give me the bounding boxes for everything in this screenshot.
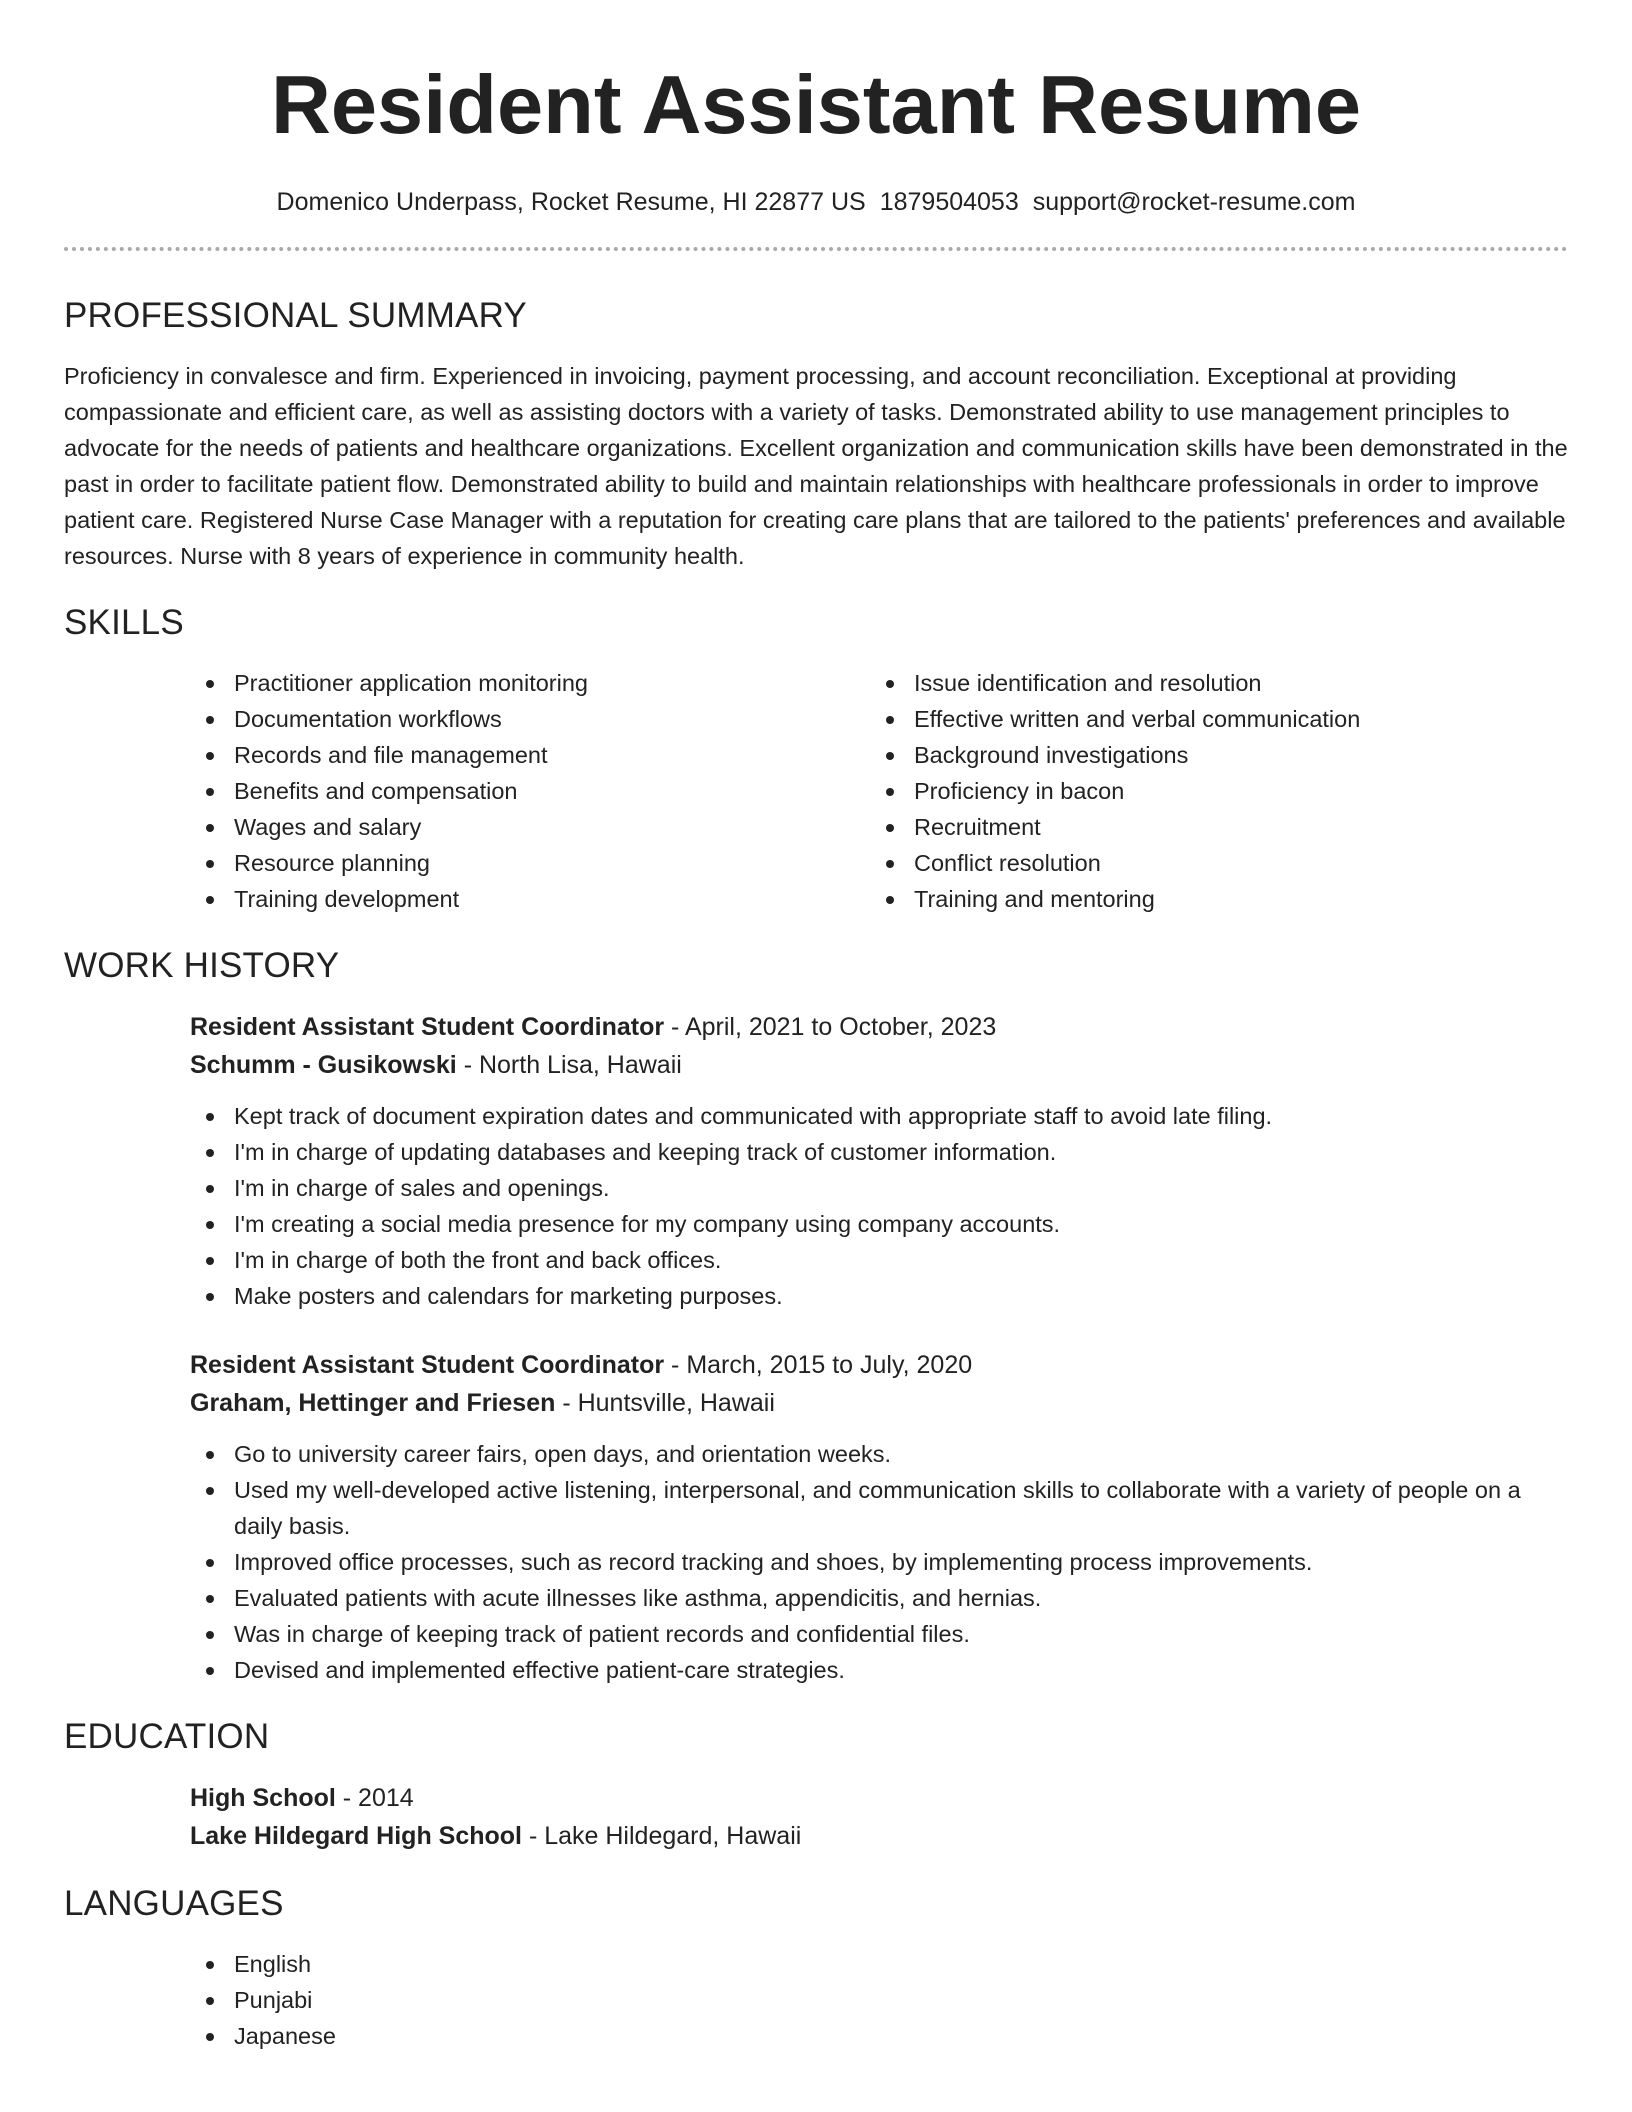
- job-duties: [190, 1436, 1568, 1688]
- education-school-line: [190, 1817, 1568, 1855]
- job-duty: Devised and implemented effective patient-care strategies.: [190, 1652, 1568, 1688]
- job-location: - Huntsville, Hawaii: [555, 1389, 775, 1417]
- education-heading: EDUCATION: [64, 1717, 270, 1756]
- skill-item: Resource planning: [190, 845, 870, 881]
- languages-heading: LANGUAGES: [64, 1884, 284, 1923]
- education-entry: [190, 1779, 1568, 1855]
- skill-item: Proficiency in bacon: [870, 773, 1550, 809]
- job-company-line: [190, 1384, 1568, 1422]
- contact-address: Domenico Underpass, Rocket Resume, HI 22877 US: [276, 188, 866, 216]
- job-company-line: [190, 1046, 1568, 1084]
- skill-item: Benefits and compensation: [190, 773, 870, 809]
- language-item: Punjabi: [190, 1982, 1568, 2018]
- job-duty: Was in charge of keeping track of patient records and confidential files.: [190, 1616, 1568, 1652]
- job-duty: Improved office processes, such as record tracking and shoes, by implementing process improvements.: [190, 1544, 1568, 1580]
- job-duties: [190, 1098, 1568, 1314]
- job-duty: Kept track of document expiration dates and communicated with appropriate staff to avoid late filing.: [190, 1098, 1568, 1134]
- skills-column-left: [190, 665, 870, 917]
- skill-item: Documentation workflows: [190, 701, 870, 737]
- job-duty: Used my well-developed active listening, interpersonal, and communication skills to collaborate with a variety of people on a daily basis.: [190, 1472, 1568, 1544]
- skill-item: Recruitment: [870, 809, 1550, 845]
- skill-item: Training and mentoring: [870, 881, 1550, 917]
- contact-line: [64, 186, 1568, 218]
- job-duty: Make posters and calendars for marketing purposes.: [190, 1278, 1568, 1314]
- skill-item: Conflict resolution: [870, 845, 1550, 881]
- job-company: Schumm - Gusikowski: [190, 1051, 457, 1079]
- contact-email: support@rocket-resume.com: [1032, 188, 1356, 216]
- skills-column-right: [870, 665, 1550, 917]
- job-dates: - March, 2015 to July, 2020: [664, 1351, 973, 1379]
- skill-item: Practitioner application monitoring: [190, 665, 870, 701]
- education-degree-line: [190, 1779, 1568, 1817]
- contact-phone: 1879504053: [879, 188, 1019, 216]
- summary-heading: PROFESSIONAL SUMMARY: [64, 296, 527, 335]
- job-duty: I'm creating a social media presence for my company using company accounts.: [190, 1206, 1568, 1242]
- work-heading: WORK HISTORY: [64, 946, 340, 985]
- skills-heading: SKILLS: [64, 603, 184, 642]
- education-location: - Lake Hildegard, Hawaii: [522, 1822, 802, 1850]
- resume-page: [64, 0, 1568, 2054]
- resume-title: Resident Assistant Resume: [270, 58, 1362, 151]
- education-school: Lake Hildegard High School: [190, 1822, 522, 1850]
- education-degree: High School: [190, 1784, 336, 1812]
- skills-list: [190, 665, 1568, 917]
- job-dates: - April, 2021 to October, 2023: [664, 1013, 997, 1041]
- language-item: Japanese: [190, 2018, 1568, 2054]
- job-duty: I'm in charge of both the front and back offices.: [190, 1242, 1568, 1278]
- job-entry-1: [190, 1008, 1568, 1314]
- job-title-line: [190, 1008, 1568, 1046]
- education-year: - 2014: [335, 1784, 414, 1812]
- job-title: Resident Assistant Student Coordinator: [190, 1013, 665, 1041]
- job-title-line: [190, 1346, 1568, 1384]
- job-entry-2: [190, 1346, 1568, 1688]
- summary-text: Proficiency in convalesce and firm. Experienced in invoicing, payment processing, and account reconciliation. Exceptional at providing compassionate and efficient care, as well as assisting doctors with a variety of tasks. Demonstrated ability to use management principles to advocate for the needs of patients and healthcare organizations. Excellent organization and communication skills have been demonstrated in the past in order to facilitate patient flow. Demonstrated ability to build and maintain relationships with healthcare professionals in order to improve patient care. Registered Nurse Case Manager with a reputation for creating care plans that are tailored to the patients' preferences and available resources. Nurse with 8 years of experience in community health.: [64, 363, 1568, 569]
- skill-item: Records and file management: [190, 737, 870, 773]
- job-company: Graham, Hettinger and Friesen: [190, 1389, 556, 1417]
- skill-item: Issue identification and resolution: [870, 665, 1550, 701]
- skill-item: Background investigations: [870, 737, 1550, 773]
- job-duty: I'm in charge of updating databases and keeping track of customer information.: [190, 1134, 1568, 1170]
- language-item: English: [190, 1946, 1568, 1982]
- job-title: Resident Assistant Student Coordinator: [190, 1351, 665, 1379]
- job-duty: Go to university career fairs, open days, and orientation weeks.: [190, 1436, 1568, 1472]
- skill-item: Training development: [190, 881, 870, 917]
- header-divider: [64, 247, 1568, 251]
- job-location: - North Lisa, Hawaii: [456, 1051, 682, 1079]
- job-duty: I'm in charge of sales and openings.: [190, 1170, 1568, 1206]
- skill-item: Effective written and verbal communication: [870, 701, 1550, 737]
- job-duty: Evaluated patients with acute illnesses like asthma, appendicitis, and hernias.: [190, 1580, 1568, 1616]
- languages-list: [190, 1946, 1568, 2054]
- skill-item: Wages and salary: [190, 809, 870, 845]
